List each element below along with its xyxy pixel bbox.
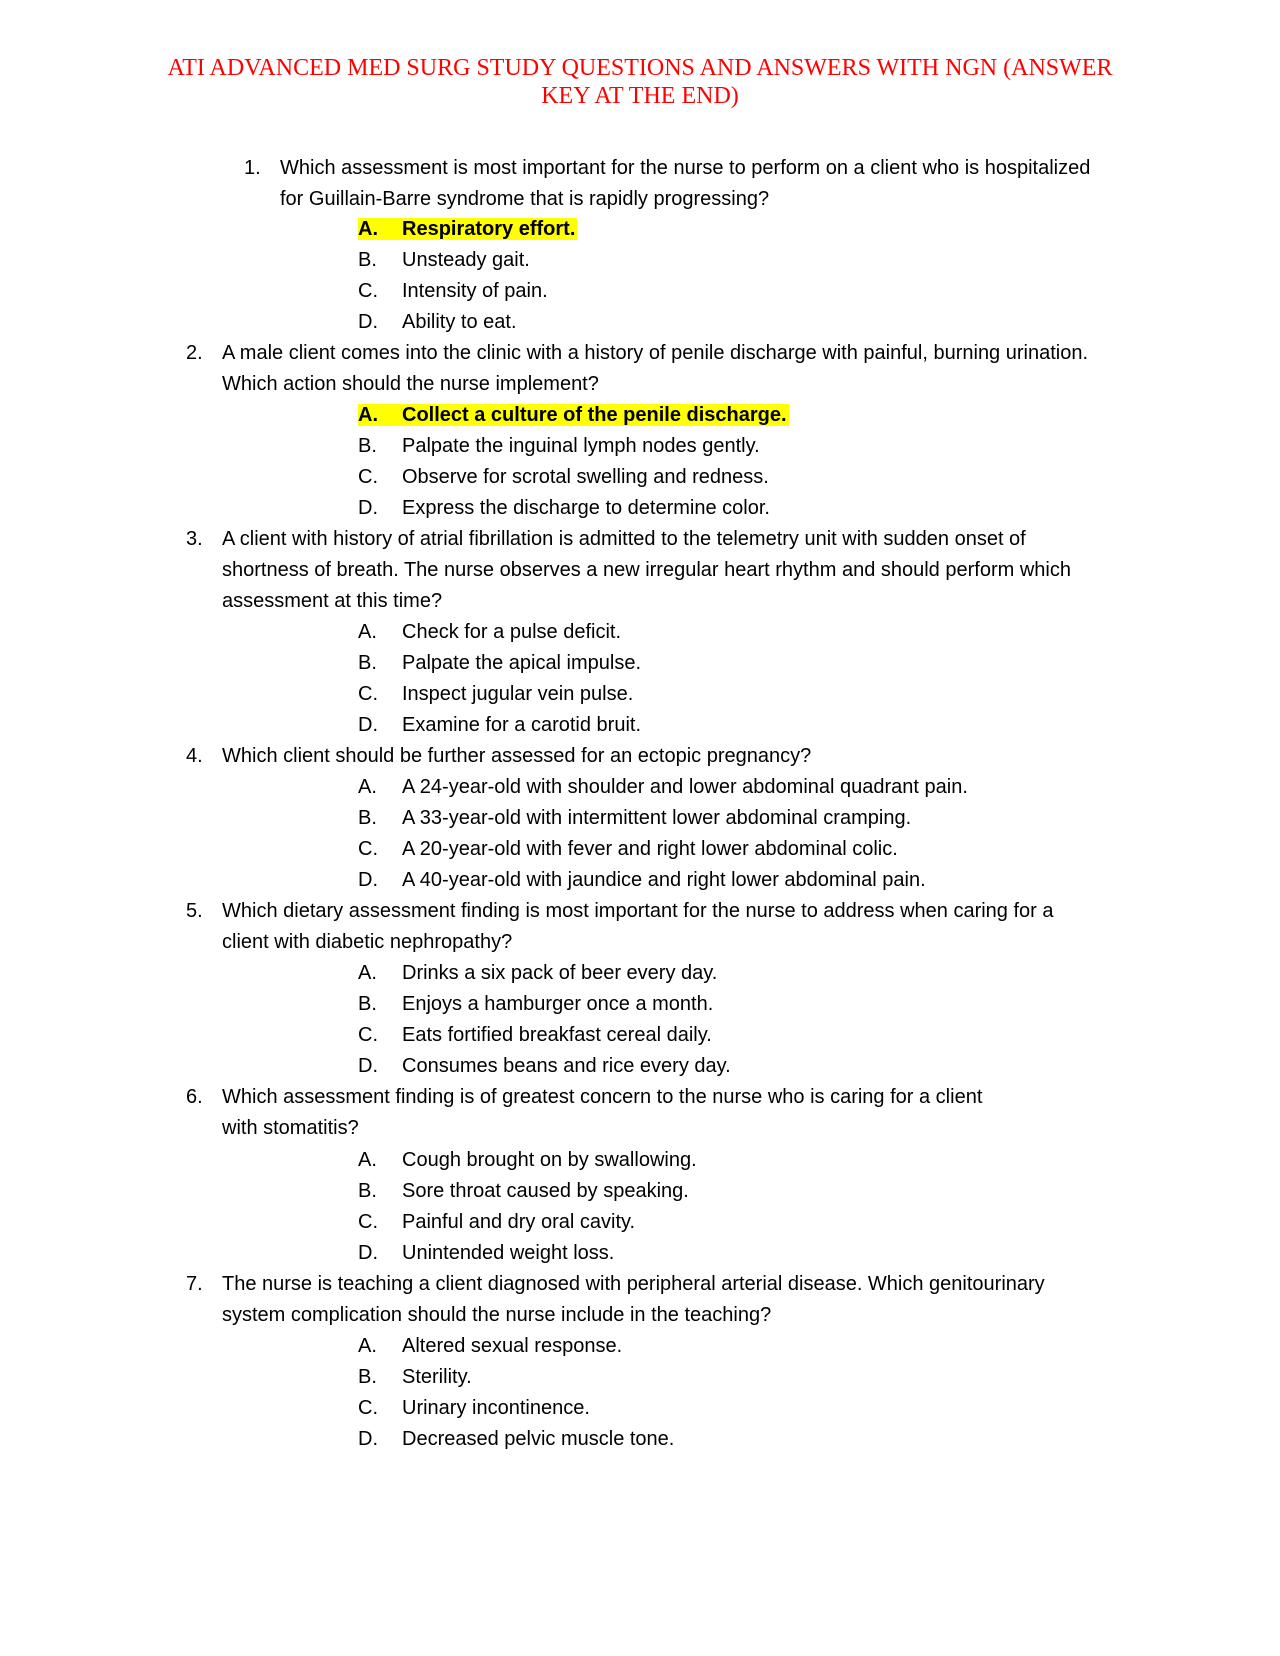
option-text: Unsteady gait. [402,249,530,271]
option-3a [358,617,621,648]
answer-highlight [358,218,577,240]
document-title: ATI ADVANCED MED SURG STUDY QUESTIONS AND ANSWERS WITH NGN (ANSWER KEY AT THE END) [167,55,1113,109]
option-letter: B. [358,652,377,674]
option-letter: B. [358,249,377,271]
question-number: 7. [186,1273,203,1295]
option-letter: C. [358,1024,378,1046]
option-letter: B. [358,807,377,829]
option-7b [358,1362,472,1393]
option-1a [358,214,577,245]
option-6b [358,1176,689,1207]
option-text: Check for a pulse deficit. [402,621,621,643]
option-letter: A. [358,621,377,643]
option-3c [358,679,633,710]
option-5b [358,989,713,1020]
option-text: A 24-year-old with shoulder and lower abdominal quadrant pain. [402,776,968,798]
option-letter: D. [358,497,378,519]
option-letter: B. [358,1180,377,1202]
question-text: A client with history of atrial fibrillation is admitted to the telemetry unit with sudden onset of shortness of breath. The nurse observes a new irregular heart rhythm and should perform which assessment at this time? [222,528,1071,612]
option-letter: D. [358,869,378,891]
option-4c [358,834,898,865]
question-number: 5. [186,900,203,922]
question-text: Which client should be further assessed for an ectopic pregnancy? [222,745,812,767]
option-letter: D. [358,311,378,333]
option-5d [358,1051,731,1082]
option-letter: C. [358,280,378,302]
option-6a [358,1145,697,1176]
option-7d [358,1424,674,1455]
option-text: Inspect jugular vein pulse. [402,683,634,705]
option-letter: A. [358,404,378,426]
option-1c [358,276,548,307]
option-5a [358,958,717,989]
option-letter: A. [358,1149,377,1171]
question-number: 2. [186,342,203,364]
option-3d [358,710,641,741]
option-letter: B. [358,1366,377,1388]
question-text: The nurse is teaching a client diagnosed with peripheral arterial disease. Which genitourinary system complication should the nurse include in the teaching? [222,1273,1045,1326]
option-text: Altered sexual response. [402,1335,623,1357]
option-letter: D. [358,714,378,736]
option-letter: C. [358,838,378,860]
option-letter: A. [358,776,377,798]
question-number: 1. [244,157,261,179]
option-text: Sore throat caused by speaking. [402,1180,689,1202]
option-2b [358,431,760,462]
option-letter: B. [358,993,377,1015]
option-letter: C. [358,1211,378,1233]
option-text: Examine for a carotid bruit. [402,714,641,736]
option-text: Respiratory effort. [402,218,576,240]
option-letter: B. [358,435,377,457]
option-2d [358,493,770,524]
option-text: Sterility. [402,1366,472,1388]
option-text: A 33-year-old with intermittent lower abdominal cramping. [402,807,912,829]
option-4b [358,803,911,834]
option-letter: D. [358,1055,378,1077]
option-6d [358,1238,614,1269]
option-7c [358,1393,590,1424]
option-letter: D. [358,1428,378,1450]
option-text: Enjoys a hamburger once a month. [402,993,714,1015]
option-text: Consumes beans and rice every day. [402,1055,731,1077]
option-text: Urinary incontinence. [402,1397,590,1419]
question-text: Which assessment finding is of greatest concern to the nurse who is caring for a client with stomatitis? [222,1086,983,1139]
option-text: Unintended weight loss. [402,1242,615,1264]
option-6c [358,1207,635,1238]
question-text: A male client comes into the clinic with a history of penile discharge with painful, burning urination. Which action should the nurse implement? [222,342,1089,395]
option-text: Drinks a six pack of beer every day. [402,962,718,984]
option-7a [358,1331,622,1362]
option-text: Eats fortified breakfast cereal daily. [402,1024,712,1046]
option-text: Observe for scrotal swelling and redness. [402,466,769,488]
option-text: Palpate the inguinal lymph nodes gently. [402,435,760,457]
question-text: Which dietary assessment finding is most important for the nurse to address when caring for a client with diabetic nephropathy? [222,900,1054,953]
question-text: Which assessment is most important for the nurse to perform on a client who is hospitalized for Guillain-Barre syndrome that is rapidly progressing? [280,157,1091,210]
option-5c [358,1020,712,1051]
option-letter: D. [358,1242,378,1264]
option-text: Ability to eat. [402,311,517,333]
option-text: A 40-year-old with jaundice and right lower abdominal pain. [402,869,926,891]
option-text: Decreased pelvic muscle tone. [402,1428,675,1450]
option-letter: C. [358,466,378,488]
option-4d [358,865,926,896]
option-1b [358,245,530,276]
option-text: Cough brought on by swallowing. [402,1149,697,1171]
option-text: Intensity of pain. [402,280,548,302]
option-text: Collect a culture of the penile discharge. [402,404,787,426]
answer-highlight [358,404,789,426]
option-letter: A. [358,218,378,240]
option-2c [358,462,769,493]
option-letter: A. [358,1335,377,1357]
option-text: Palpate the apical impulse. [402,652,642,674]
option-letter: C. [358,683,378,705]
question-number: 3. [186,528,203,550]
option-1d [358,307,517,338]
question-number: 6. [186,1086,203,1108]
option-letter: C. [358,1397,378,1419]
option-4a [358,772,968,803]
question-number: 4. [186,745,203,767]
option-2a [358,400,789,431]
option-text: A 20-year-old with fever and right lower abdominal colic. [402,838,898,860]
option-text: Express the discharge to determine color. [402,497,770,519]
option-text: Painful and dry oral cavity. [402,1211,636,1233]
option-letter: A. [358,962,377,984]
option-3b [358,648,641,679]
